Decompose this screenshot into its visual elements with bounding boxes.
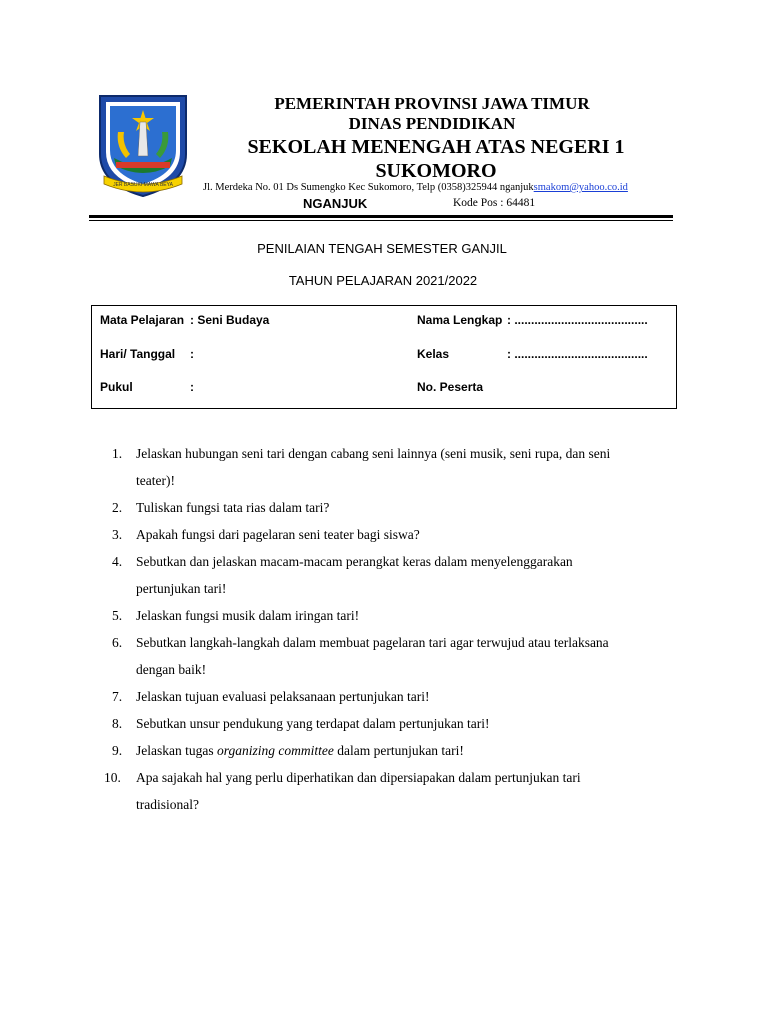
school-email-link[interactable]: smakom@yahoo.co.id: [533, 182, 628, 193]
exam-title: PENILAIAN TENGAH SEMESTER GANJIL: [257, 241, 507, 256]
header-school-location: SUKOMORO: [375, 160, 497, 182]
question-text: Sebutkan langkah-langkah dalam membuat pagelaran tari agar terwujud atau terlaksana: [136, 635, 609, 650]
name-label: Nama Lengkap: [417, 313, 503, 327]
question-item: [112, 737, 672, 764]
question-number: 4.: [112, 554, 123, 569]
question-text: Sebutkan unsur pendukung yang terdapat dalam pertunjukan tari!: [136, 716, 490, 731]
participant-number-label: No. Peserta: [417, 380, 484, 394]
question-number: 8.: [112, 716, 123, 731]
question-text: Jelaskan hubungan seni tari dengan cabang seni lainnya (seni musik, seni rupa, dan seni: [136, 446, 611, 461]
question-item: [112, 683, 672, 710]
question-text: Jelaskan tujuan evaluasi pelaksanaan pertunjukan tari!: [136, 689, 430, 704]
question-text: Apakah fungsi dari pagelaran seni teater bagi siswa?: [136, 527, 420, 542]
question-text-post: dalam pertunjukan tari!: [333, 743, 464, 758]
question-text-continued: tradisional?: [136, 797, 199, 812]
question-text: Apa sajakah hal yang perlu diperhatikan dan dipersiapakan dalam pertunjukan tari: [136, 770, 581, 785]
question-item: [112, 494, 672, 521]
school-address: [203, 182, 628, 193]
question-item: [112, 710, 672, 737]
postcode-label: Kode Pos : 64481: [453, 197, 536, 209]
time-label: Pukul: [100, 380, 133, 394]
question-text: Jelaskan fungsi musik dalam iringan tari!: [136, 608, 360, 623]
address-text: Jl. Merdeka No. 01 Ds Sumengko Kec Sukomoro, Telp (0358)325944 nganjuk: [203, 182, 534, 193]
header-divider-thin: [89, 220, 673, 221]
logo-ribbon-text: JER BASUKI MAWA BEYA: [113, 182, 173, 188]
question-text: Sebutkan dan jelaskan macam-macam perangkat keras dalam menyelenggarakan: [136, 554, 573, 569]
question-text-continued: pertunjukan tari!: [136, 581, 227, 596]
question-text-continued: teater)!: [136, 473, 175, 488]
header-divider-thick: [89, 215, 673, 218]
subject-value: : Seni Budaya: [190, 313, 270, 327]
class-label: Kelas: [417, 347, 450, 361]
date-label: Hari/ Tanggal: [100, 347, 176, 361]
header-school-name: SEKOLAH MENENGAH ATAS NEGERI 1: [247, 136, 625, 158]
question-text-continued: dengan baik!: [136, 662, 207, 677]
question-number: 6.: [112, 635, 123, 650]
question-number: 5.: [112, 608, 123, 623]
question-item: [112, 521, 672, 548]
academic-year: TAHUN PELAJARAN 2021/2022: [288, 273, 478, 288]
header-government: PEMERINTAH PROVINSI JAWA TIMUR: [274, 94, 590, 113]
question-item: [112, 602, 672, 629]
question-number: 1.: [112, 446, 123, 461]
question-number: 9.: [112, 743, 123, 758]
date-value: :: [190, 347, 194, 361]
question-number: 7.: [112, 689, 123, 704]
name-value: : ........................................: [507, 313, 648, 327]
class-value: : ........................................: [507, 347, 648, 361]
question-text: Tuliskan fungsi tata rias dalam tari?: [136, 500, 330, 515]
time-value: :: [190, 380, 194, 394]
question-number: 3.: [112, 527, 123, 542]
question-item: [104, 764, 672, 818]
question-text-pre: Jelaskan tugas: [136, 743, 217, 758]
question-item: [112, 440, 672, 494]
question-number: 2.: [112, 500, 123, 515]
question-text-italic: organizing committee: [216, 743, 334, 758]
subject-label: Mata Pelajaran: [100, 313, 185, 327]
student-identity-box: [91, 305, 677, 409]
question-number: 10.: [104, 770, 121, 785]
question-list: [104, 440, 672, 818]
question-item: [112, 629, 672, 683]
city-label: NGANJUK: [303, 196, 368, 211]
question-item: [112, 548, 672, 602]
header-department: DINAS PENDIDIKAN: [348, 114, 516, 133]
